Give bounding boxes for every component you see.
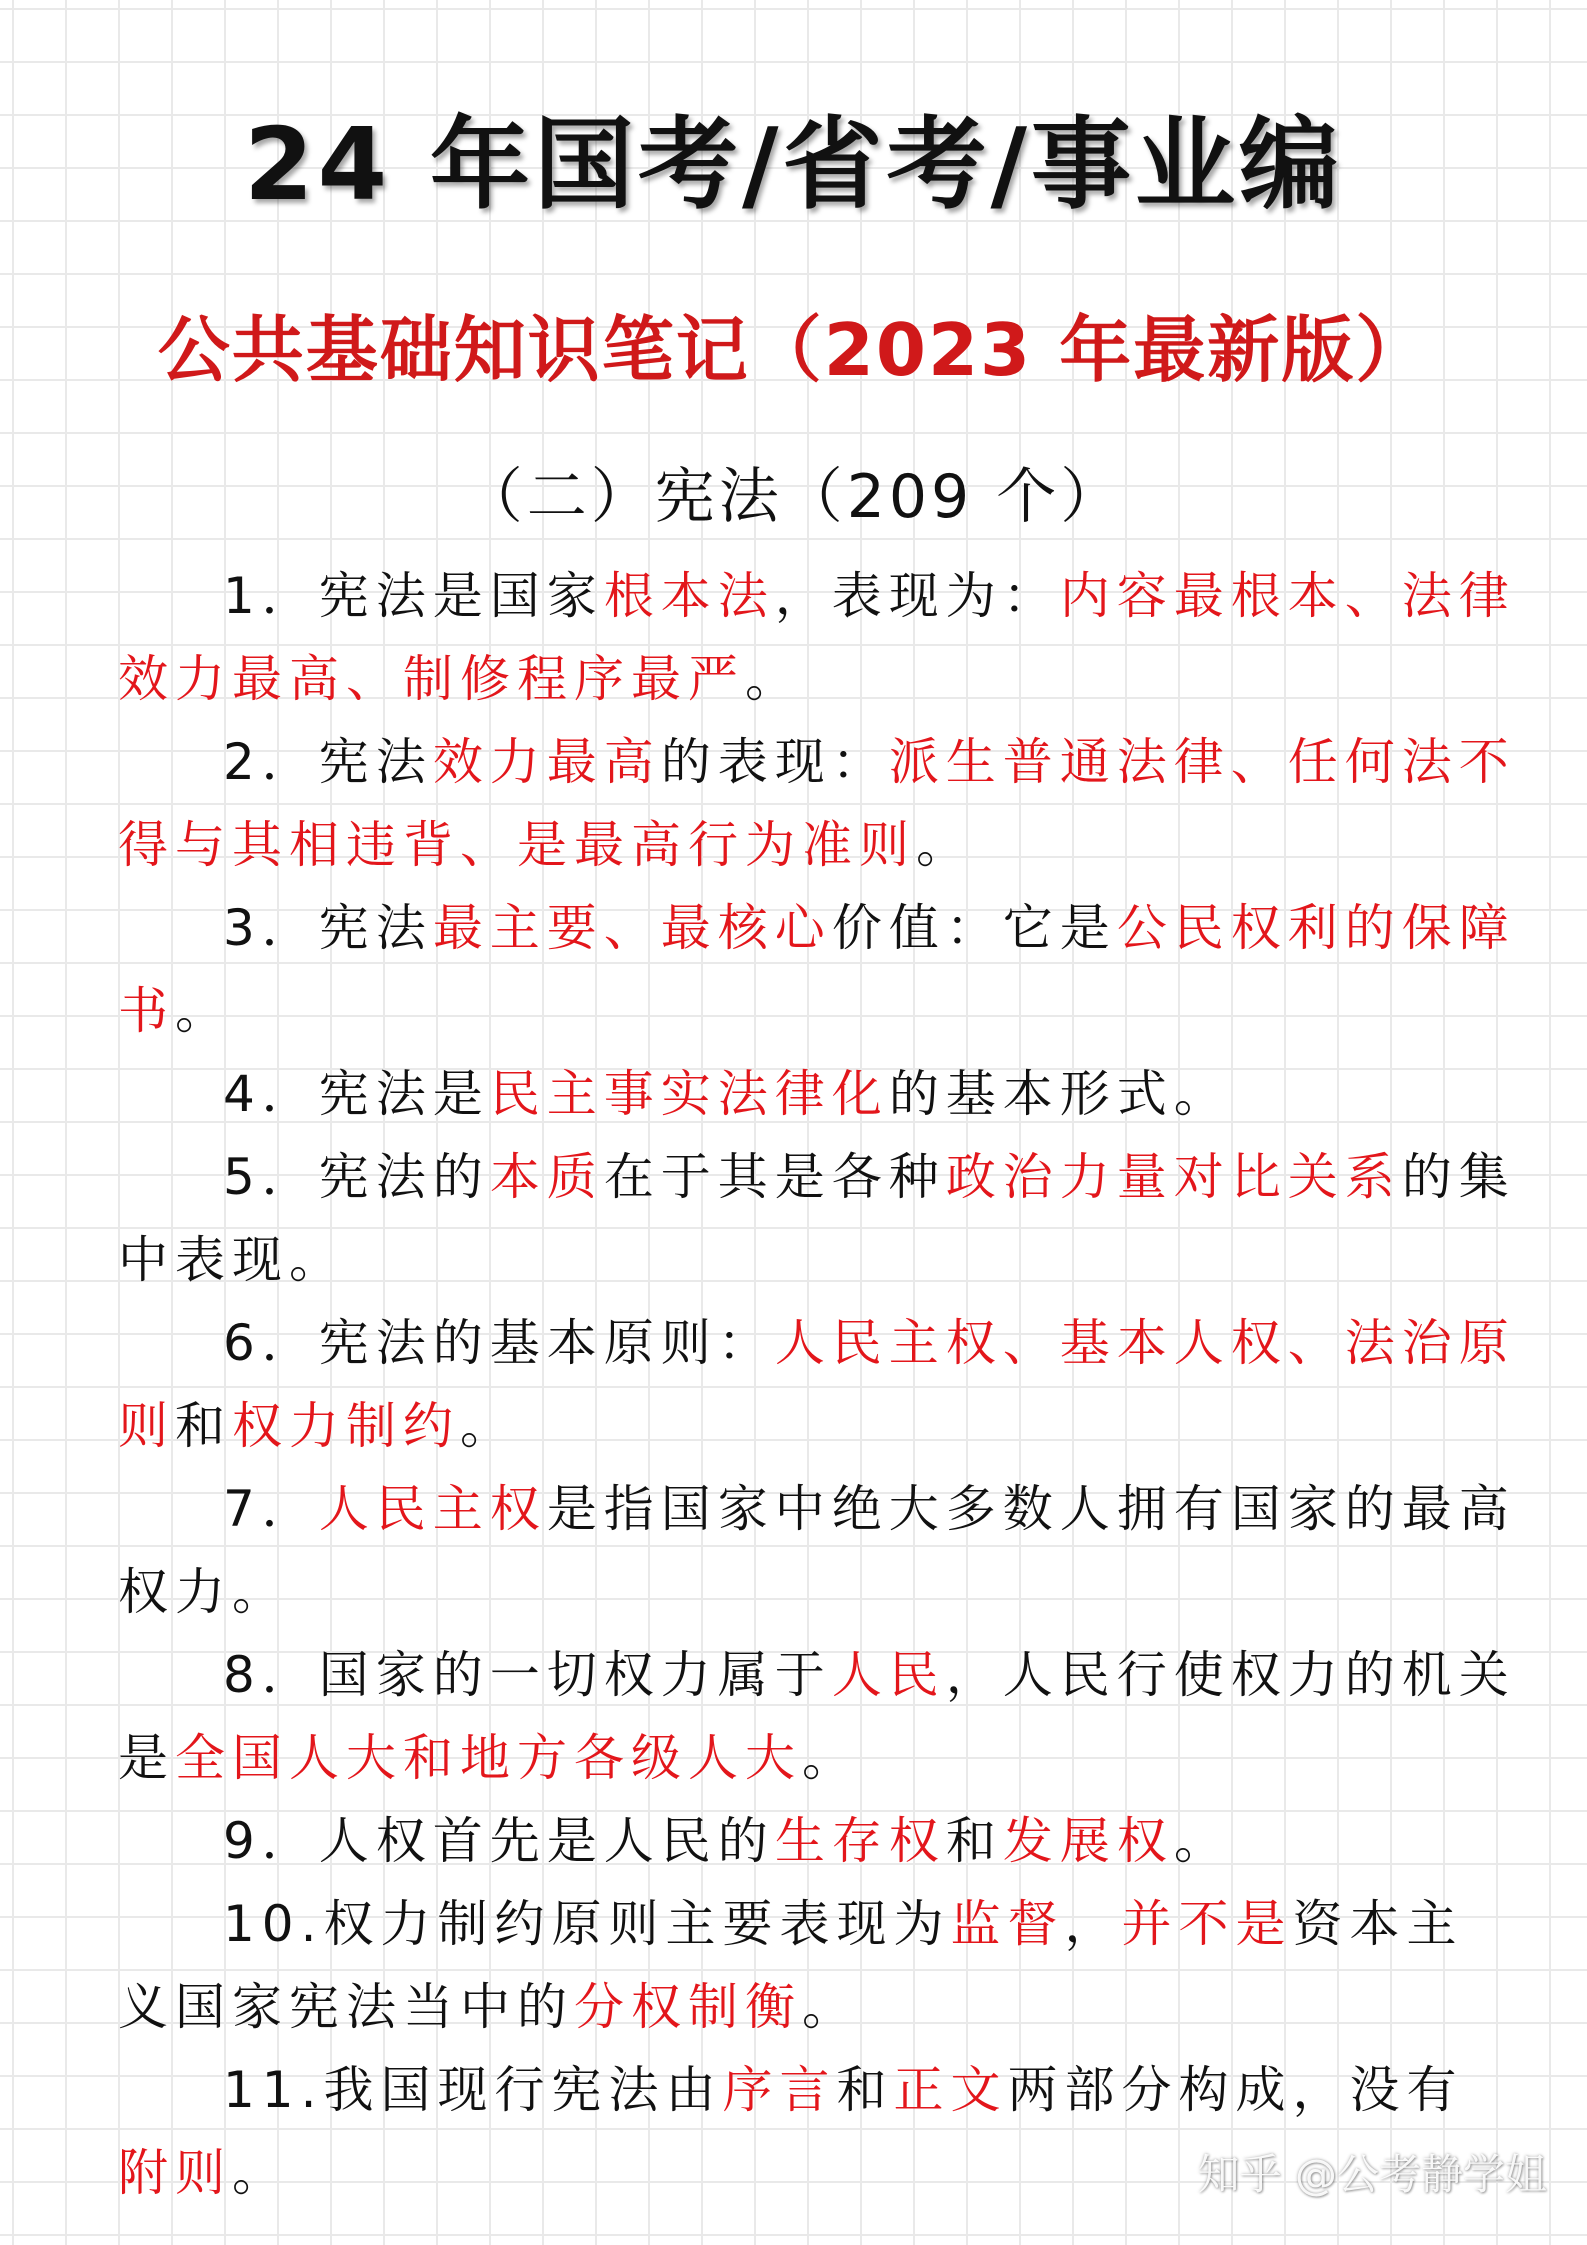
highlighted-text: 根本法: [603, 567, 775, 625]
note-text: 的基本形式。: [888, 1065, 1231, 1123]
note-text: 。: [916, 816, 973, 874]
highlighted-text: 内容最根本、法律效力最高、制修程序最严: [118, 567, 1516, 708]
highlighted-text: 发展权: [1002, 1812, 1174, 1870]
note-text: 。: [802, 1978, 859, 2036]
note-item: [118, 555, 1518, 721]
note-item: [118, 1634, 1518, 1800]
highlighted-text: 人民主权、基本人权、法治原则: [118, 1314, 1516, 1455]
note-item: [118, 1302, 1518, 1468]
highlighted-text: 并不是: [1121, 1895, 1293, 1953]
note-text: 。: [175, 982, 232, 1040]
note-text: 11.我国现行宪法由: [223, 2061, 723, 2119]
note-text: 的集中表现。: [118, 1148, 1516, 1289]
note-text: 和: [945, 1812, 1003, 1870]
note-text: ，表现为：: [774, 567, 1060, 625]
note-text: 在于其是各种: [603, 1148, 946, 1206]
note-text: 3．宪法: [223, 899, 433, 957]
highlighted-text: 正文: [893, 2061, 1008, 2119]
highlighted-text: 派生普通法律、任何法不得与其相违背、是最高行为准则: [118, 733, 1516, 874]
note-text: 。: [745, 650, 802, 708]
page-subtitle: 公共基础知识笔记（2023 年最新版）: [157, 308, 1430, 392]
highlighted-text: 人民主权: [318, 1480, 547, 1538]
highlighted-text: 民主事实法律化: [489, 1065, 889, 1123]
note-text: 。: [460, 1397, 517, 1455]
note-item: [118, 1136, 1518, 1302]
notes-list: [118, 555, 1518, 2215]
page-title: 24 年国考/省考/事业编: [243, 106, 1344, 223]
note-text: 6．宪法的基本原则：: [223, 1314, 775, 1372]
note-text: 1．宪法是国家: [223, 567, 604, 625]
note-item: [118, 1883, 1518, 2049]
note-item: [118, 1800, 1518, 1883]
note-text: 和: [836, 2061, 894, 2119]
highlighted-text: 公民权利的保障书: [118, 899, 1516, 1040]
highlighted-text: 序言: [722, 2061, 837, 2119]
note-item: [118, 721, 1518, 887]
note-text: 资本主义国家宪法当中的: [118, 1895, 1464, 2036]
highlighted-text: 附则: [118, 2144, 232, 2202]
note-text: 2．宪法: [223, 733, 433, 791]
highlighted-text: 最主要、最核心: [432, 899, 832, 957]
note-text: 8．国家的一切权力属于: [223, 1646, 832, 1704]
note-text: 4．宪法是: [223, 1065, 490, 1123]
highlighted-text: 生存权: [774, 1812, 946, 1870]
highlighted-text: 分权制衡: [574, 1978, 802, 2036]
note-text: ，人民行使权力的机关是: [118, 1646, 1516, 1787]
note-text: 。: [802, 1729, 859, 1787]
highlighted-text: 全国人大和地方各级人大: [175, 1729, 802, 1787]
note-item: [118, 887, 1518, 1053]
highlighted-text: 人民: [831, 1646, 946, 1704]
note-text: 5．宪法的: [223, 1148, 490, 1206]
note-item: [118, 1053, 1518, 1136]
note-text: 和: [175, 1397, 232, 1455]
highlighted-text: 权力制约: [232, 1397, 460, 1455]
highlighted-text: 本质: [489, 1148, 604, 1206]
highlighted-text: 政治力量对比关系: [945, 1148, 1402, 1206]
highlighted-text: 监督: [950, 1895, 1065, 1953]
note-text: 的表现：: [660, 733, 889, 791]
note-text: ，: [1064, 1895, 1122, 1953]
note-item: [118, 1468, 1518, 1634]
note-text: 。: [232, 2144, 289, 2202]
note-text: 价值：它是: [831, 899, 1117, 957]
note-text: 7．: [223, 1480, 319, 1538]
note-text: 是指国家中绝大多数人拥有国家的最高权力。: [118, 1480, 1516, 1621]
highlighted-text: 效力最高: [432, 733, 661, 791]
note-text: 10.权力制约原则主要表现为: [223, 1895, 951, 1953]
watermark: 知乎 @公考静学姐: [1197, 2150, 1547, 2199]
note-text: 9．人权首先是人民的: [223, 1812, 775, 1870]
note-text: 。: [1173, 1812, 1231, 1870]
note-text: 两部分构成，没有: [1007, 2061, 1464, 2119]
section-heading: （二）宪法（209 个）: [462, 462, 1125, 532]
